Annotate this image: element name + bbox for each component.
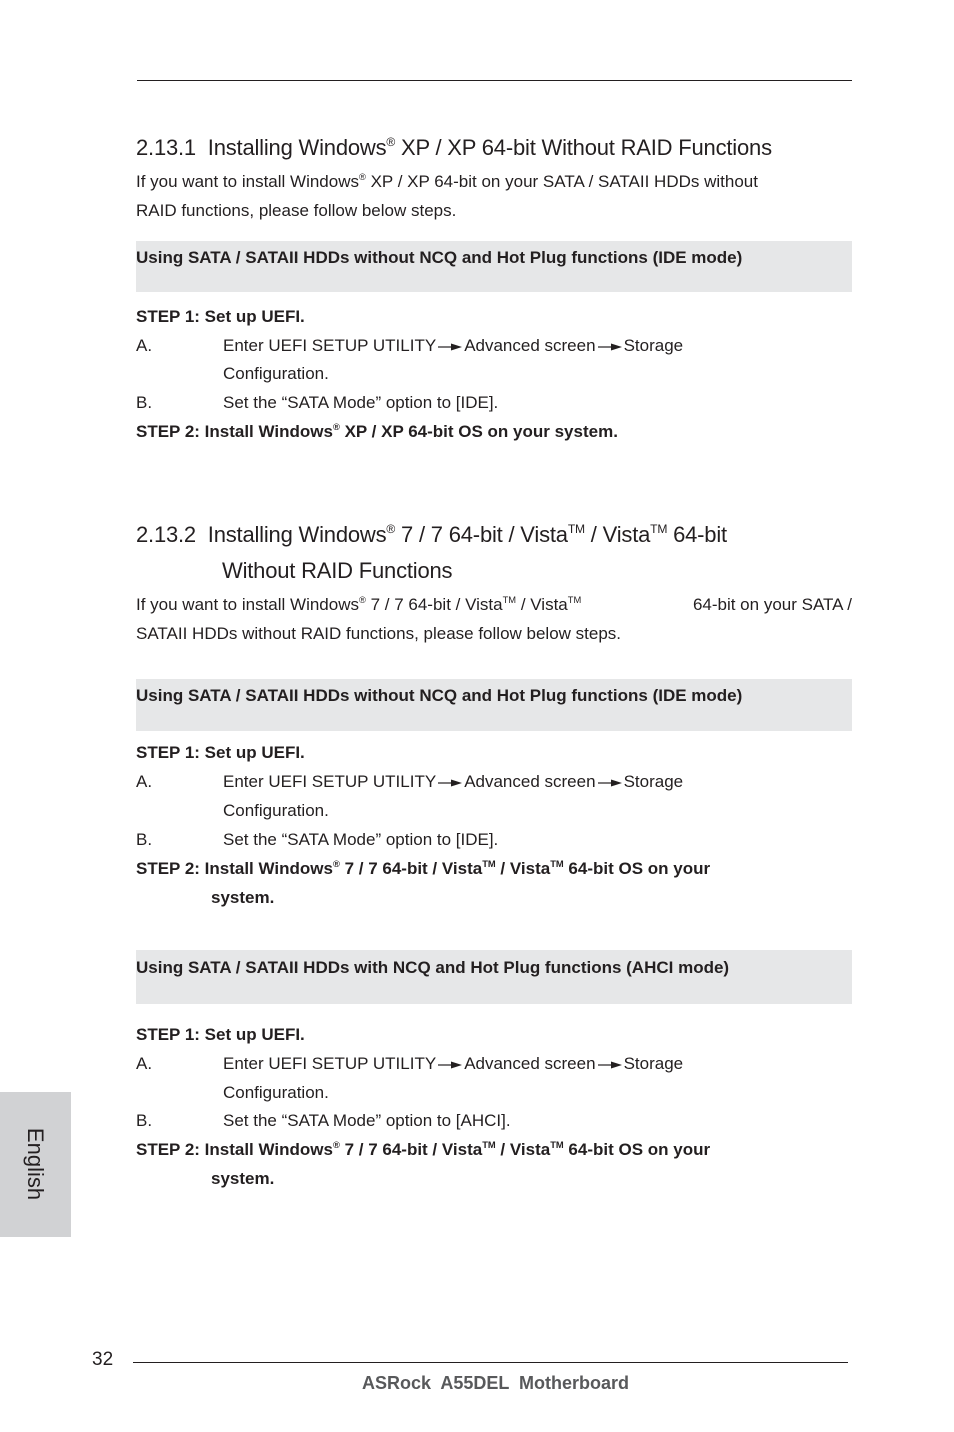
step2-continuation: system. (211, 1169, 275, 1188)
step1-label: STEP 1: Set up UEFI. (136, 743, 305, 762)
step-a-text: Enter UEFI SETUP UTILITY Advanced screen Storage (223, 772, 684, 791)
step-a-label: A. (136, 1054, 153, 1073)
section-heading-2-13-2: 2.13.2 Installing Windows® 7 / 7 64-bit / Vista™ / Vista™ 64-bit (136, 521, 727, 547)
arrow-right-icon (598, 342, 622, 352)
step-b-text: Set the “SATA Mode” option to [IDE]. (223, 830, 499, 849)
arrow-right-icon (438, 1060, 462, 1070)
section-number: 2.13.1 (136, 135, 196, 160)
step-a-text: Enter UEFI SETUP UTILITY Advanced screen Storage (223, 336, 684, 355)
language-tab-label: English (23, 1127, 48, 1201)
section-intro-2-13-2: If you want to install Windows® 7 / 7 64-bit / Vista™ / Vista™ 64-bit on your SATA / SATAII HDDs without RAID functions, please follow below steps. (136, 595, 852, 643)
footer-product-name: ASRock A55DEL Motherboard (362, 1373, 630, 1393)
step-a-continuation: Configuration. (223, 801, 329, 820)
section-heading-2-13-1: 2.13.1 Installing Windows® XP / XP 64-bit Without RAID Functions (136, 134, 772, 160)
step-a-label: A. (136, 772, 153, 791)
arrow-right-icon (438, 778, 462, 788)
step-a-continuation: Configuration. (223, 364, 329, 383)
step1-label: STEP 1: Set up UEFI. (136, 307, 305, 326)
step-b-label: B. (136, 393, 153, 412)
section-heading-2-13-2-line2: Without RAID Functions (222, 558, 453, 583)
arrow-right-icon (598, 1060, 622, 1070)
mode-band-label: Using SATA / SATAII HDDs with NCQ and Hot Plug functions (AHCI mode) (136, 958, 730, 977)
top-rule (137, 80, 852, 81)
section-intro-2-13-1: If you want to install Windows® XP / XP 64-bit on your SATA / SATAII HDDs without RAID functions, please follow below steps. (136, 172, 758, 220)
step-b-text: Set the “SATA Mode” option to [IDE]. (223, 393, 499, 412)
step2-label: STEP 2: Install Windows® 7 / 7 64-bit / Vista™ / Vista™ 64-bit OS on your (136, 1140, 711, 1159)
step-b-label: B. (136, 1111, 153, 1130)
language-tab (0, 1092, 71, 1237)
arrow-right-icon (598, 778, 622, 788)
section-number: 2.13.2 (136, 522, 196, 547)
mode-band-label: Using SATA / SATAII HDDs without NCQ and Hot Plug functions (IDE mode) (136, 686, 743, 705)
mode-band-label: Using SATA / SATAII HDDs without NCQ and Hot Plug functions (IDE mode) (136, 248, 743, 267)
step1-label: STEP 1: Set up UEFI. (136, 1025, 305, 1044)
page-number: 32 (92, 1349, 114, 1370)
step-a-label: A. (136, 336, 153, 355)
step-b-text: Set the “SATA Mode” option to [AHCI]. (223, 1111, 511, 1130)
step-a-text: Enter UEFI SETUP UTILITY Advanced screen Storage (223, 1054, 684, 1073)
arrow-right-icon (438, 342, 462, 352)
footer-rule (133, 1362, 848, 1363)
step2-label: STEP 2: Install Windows® XP / XP 64-bit OS on your system. (136, 422, 618, 441)
step-a-continuation: Configuration. (223, 1083, 329, 1102)
step2-label: STEP 2: Install Windows® 7 / 7 64-bit / Vista™ / Vista™ 64-bit OS on your (136, 859, 711, 878)
step-b-label: B. (136, 830, 153, 849)
step2-continuation: system. (211, 888, 275, 907)
